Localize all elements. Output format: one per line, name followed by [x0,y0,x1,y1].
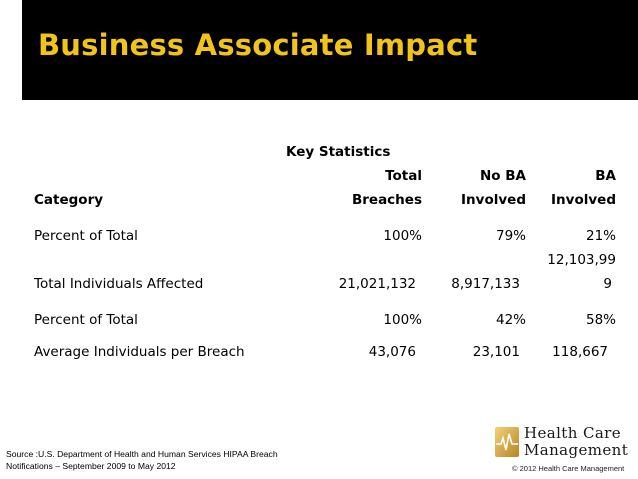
row-2-total: 21,021,132 [338,276,416,292]
row-4-total: 43,076 [368,344,416,360]
header-noba-line1: No BA [479,168,526,184]
header-category: Category [34,192,104,208]
row-4-ba: 118,667 [552,344,608,360]
header-ba-line1: BA [595,168,616,184]
row-3-ba: 58% [585,312,616,328]
source-line-1: Source :U.S. Department of Health and Human Services HIPAA Breach [6,449,278,459]
header-total-line1: Total [385,168,422,184]
row-1-total: 100% [383,228,422,244]
row-1-noba: 79% [495,228,526,244]
row-3-noba: 42% [495,312,526,328]
row-2-noba: 8,917,133 [451,276,520,292]
slide-title: Business Associate Impact [38,28,478,62]
copyright-text: © 2012 Health Care Management [512,464,625,473]
logo-text-line1: Health Care [524,424,622,442]
logo-text-line2: Management [524,441,629,459]
row-4-category: Average Individuals per Breach [34,344,245,360]
health-care-management-logo [494,420,634,470]
row-1-ba: 21% [585,228,616,244]
row-2-category: Total Individuals Affected [34,276,204,292]
row-3-total: 100% [383,312,422,328]
heartbeat-logo-icon [494,426,520,458]
header-noba-line2: Involved [461,192,526,208]
row-1-category: Percent of Total [34,228,138,244]
source-note [6,448,306,472]
header-ba-line2: Involved [551,192,616,208]
row-2-ba-line1: 12,103,99 [547,252,616,268]
source-line-2: Notifications – September 2009 to May 2012 [6,461,176,471]
header-total-line2: Breaches [351,192,422,208]
row-2-ba-line2: 9 [603,276,612,292]
row-3-category: Percent of Total [34,312,138,328]
table-group-header: Key Statistics [286,144,391,160]
row-4-noba: 23,101 [472,344,520,360]
